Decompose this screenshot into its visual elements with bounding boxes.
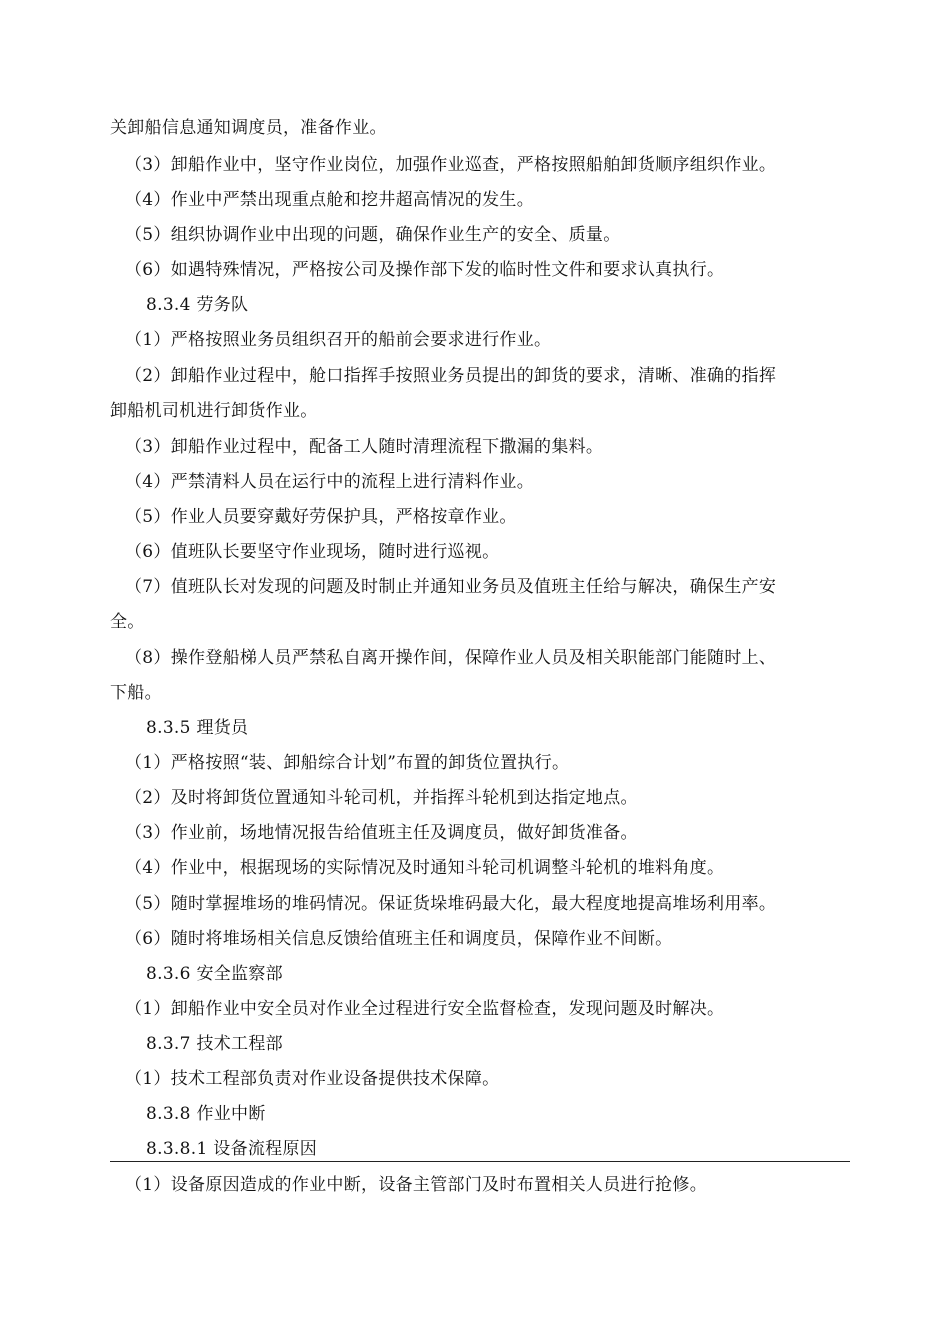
section-heading: 8.3.4 劳务队 (146, 295, 249, 315)
text-line: 全。 (110, 612, 145, 632)
list-item: （3）卸船作业过程中，配备工人随时清理流程下撒漏的集料。 (125, 437, 604, 457)
section-heading: 8.3.8 作业中断 (146, 1104, 266, 1124)
list-item: （6）随时将堆场相关信息反馈给值班主任和调度员，保障作业不间断。 (125, 929, 673, 949)
list-item: （5）组织协调作业中出现的问题，确保作业生产的安全、质量。 (125, 225, 621, 245)
subsection-heading: 8.3.8.1 设备流程原因 (146, 1139, 318, 1159)
text-line: 卸船机司机进行卸货作业。 (110, 401, 318, 421)
list-item: （1）设备原因造成的作业中断，设备主管部门及时布置相关人员进行抢修。 (125, 1175, 708, 1195)
list-item: （5）随时掌握堆场的堆码情况。保证货垛堆码最大化，最大程度地提高堆场利用率。 (125, 894, 777, 914)
list-item: （1）严格按照“装、卸船综合计划”布置的卸货位置执行。 (125, 753, 570, 773)
list-item: （6）如遇特殊情况，严格按公司及操作部下发的临时性文件和要求认真执行。 (125, 260, 725, 280)
list-item: （4）严禁清料人员在运行中的流程上进行清料作业。 (125, 472, 535, 492)
list-item: （1）严格按照业务员组织召开的船前会要求进行作业。 (125, 330, 552, 350)
list-item: （7）值班队长对发现的问题及时制止并通知业务员及值班主任给与解决，确保生产安 (125, 577, 777, 597)
list-item: （8）操作登船梯人员严禁私自离开操作间，保障作业人员及相关职能部门能随时上、 (125, 648, 777, 668)
list-item: （4）作业中，根据现场的实际情况及时通知斗轮司机调整斗轮机的堆料角度。 (125, 858, 725, 878)
list-item: （1）卸船作业中安全员对作业全过程进行安全监督检查，发现问题及时解决。 (125, 999, 725, 1019)
list-item: （1）技术工程部负责对作业设备提供技术保障。 (125, 1069, 500, 1089)
text-line: 关卸船信息通知调度员，准备作业。 (110, 118, 387, 138)
list-item: （2）及时将卸货位置通知斗轮司机，并指挥斗轮机到达指定地点。 (125, 788, 638, 808)
text-line: 下船。 (110, 683, 162, 703)
list-item: （6）值班队长要坚守作业现场，随时进行巡视。 (125, 542, 500, 562)
list-item: （3）作业前，场地情况报告给值班主任及调度员，做好卸货准备。 (125, 823, 638, 843)
footnote-divider (110, 1161, 850, 1162)
list-item: （5）作业人员要穿戴好劳保护具，严格按章作业。 (125, 507, 517, 527)
list-item: （4）作业中严禁出现重点舱和挖井超高情况的发生。 (125, 190, 535, 210)
section-heading: 8.3.6 安全监察部 (146, 964, 283, 984)
section-heading: 8.3.7 技术工程部 (146, 1034, 283, 1054)
section-heading: 8.3.5 理货员 (146, 718, 249, 738)
list-item: （2）卸船作业过程中，舱口指挥手按照业务员提出的卸货的要求，清晰、准确的指挥 (125, 366, 777, 386)
list-item: （3）卸船作业中，坚守作业岗位，加强作业巡查，严格按照船舶卸货顺序组织作业。 (125, 155, 777, 175)
